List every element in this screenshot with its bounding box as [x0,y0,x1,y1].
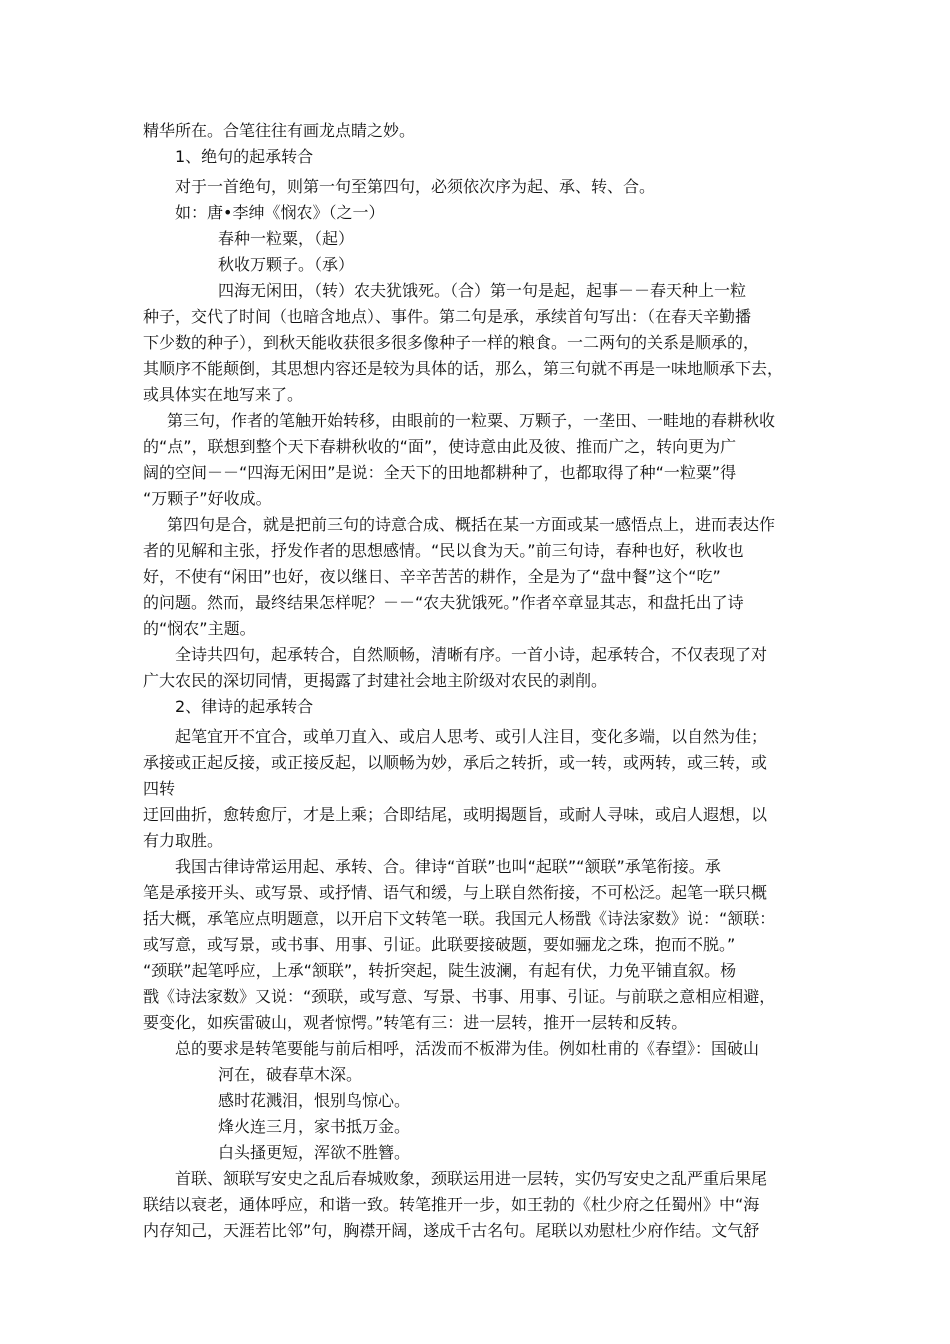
text-line: 种子，交代了时间（也暗含地点）、事件。第二句是承，承续首句写出：（在春天辛勤播 [143,307,752,326]
document-page [143,118,811,1244]
text-line: 戬《诗法家数》又说：“颈联，或写意、写景、书事、用事、引证。与前联之意相应相避， [143,987,776,1006]
poem-line: 烽火连三月，家书抵万金。 [218,1117,411,1136]
text-line: “颈联”起笔呼应，上承“颔联”，转折突起，陡生波澜，有起有伏，力免平铺直叙。杨 [143,961,737,980]
text-line: 或写意，或写景，或书事、用事、引证。此联要接破题，要如骊龙之珠，抱而不脱。” [143,935,736,954]
text-line: 承接或正起反接，或正接反起，以顺畅为妙，承后之转折，或一转，或两转，或三转，或 [143,753,768,772]
poem-line: 感时花溅泪，恨别鸟惊心。 [218,1091,411,1110]
poem-line: 四海无闲田，（转）农夫犹饿死。（合）第一句是起，起事－－春天种上一粒 [218,281,747,300]
text-line: 阔的空间－－“四海无闲田”是说：全天下的田地都耕种了，也都取得了种“一粒粟”得 [143,463,737,482]
paragraph-start: 首联、颔联写安史之乱后春城败象，颈联运用进一层转，实仍写安史之乱严重后果尾 [175,1169,768,1188]
text-line: 有力取胜。 [143,831,224,850]
paragraph-start: 全诗共四句，起承转合，自然顺畅，清晰有序。一首小诗，起承转合，不仅表现了对 [175,645,768,664]
paragraph-start: 起笔宜开不宜合，或单刀直入、或启人思考、或引人注目，变化多端，以自然为佳； [175,727,768,746]
text-line: 者的见解和主张，抒发作者的思想感情。“民以食为天。”前三句诗，春种也好，秋收也 [143,541,744,560]
text-line: 对于一首绝句，则第一句至第四句，必须依次序为起、承、转、合。 [175,177,656,196]
text-line: 好，不使有“闲田”也好，夜以继日、辛辛苦苦的耕作，全是为了“盘中餐”这个“吃” [143,567,721,586]
paragraph-start: 第四句是合，就是把前三句的诗意合成、概括在某一方面或某一感悟点上，进而表达作 [167,515,776,534]
text-line: “万颗子”好收成。 [143,489,272,508]
text-line: 迂回曲折，愈转愈厅，才是上乘；合即结尾，或明揭题旨，或耐人寻味，或启人遐想，以 [143,805,768,824]
text-line: 其顺序不能颠倒，其思想内容还是较为具体的话，那么，第三句就不再是一味地顺承下去， [143,359,784,378]
text-line: 四转 [143,779,176,798]
text-line: 或具体实在地写来了。 [143,385,304,404]
paragraph-start: 第三句，作者的笔触开始转移，由眼前的一粒粟、万颗子，一垄田、一畦地的春耕秋收 [167,411,776,430]
paragraph-start: 我国古律诗常运用起、承转、合。律诗“首联”也叫“起联”“颔联”承笔衔接。承 [175,857,721,876]
text-line: 精华所在。合笔往往有画龙点睛之妙。 [143,121,416,140]
poem-line: 秋收万颗子。（承） [218,255,355,274]
text-line: 笔是承接开头、或写景、或抒情、语气和缓，与上联自然衔接，不可松泛。起笔一联只概 [143,883,768,902]
paragraph-start: 总的要求是转笔要能与前后相呼，活泼而不板滞为佳。例如杜甫的《春望》：国破山 [175,1039,760,1058]
text-line: 要变化，如疾雷破山，观者惊愕。”转笔有三：进一层转，推开一层转和反转。 [143,1013,688,1032]
section-heading: 1、绝句的起承转合 [175,147,314,166]
text-line: 广大农民的深切同情，更揭露了封建社会地主阶级对农民的剥削。 [143,671,608,690]
poem-line: 河在，破春草木深。 [218,1065,363,1084]
text-line: 的“点”，联想到整个天下春耕秋收的“面”，使诗意由此及彼、推而广之，转向更为广 [143,437,737,456]
poem-line: 白头搔更短，浑欲不胜簪。 [218,1143,411,1162]
poem-line: 春种一粒粟，（起） [218,229,355,248]
text-line: 内存知己，天涯若比邻”句，胸襟开阔，遂成千古名句。尾联以劝慰杜少府作结。文气舒 [143,1221,760,1240]
text-line: 联结以衰老，通体呼应，和谐一致。转笔推开一步，如王勃的《杜少府之任蜀州》中“海 [143,1195,760,1214]
text-line: 括大概，承笔应点明题意，以开启下文转笔一联。我国元人杨戬《诗法家数》说：“颔联： [143,909,776,928]
text-line: 如：唐•李绅《悯农》（之一） [175,203,385,222]
text-line: 的“悯农”主题。 [143,619,256,638]
section-heading: 2、律诗的起承转合 [175,697,314,716]
text-line: 下少数的种子），到秋天能收获很多很多像种子一样的粮食。一二两句的关系是顺承的， [143,333,760,352]
text-line: 的问题。然而，最终结果怎样呢？－－“农夫犹饿死。”作者卒章显其志，和盘托出了诗 [143,593,744,612]
